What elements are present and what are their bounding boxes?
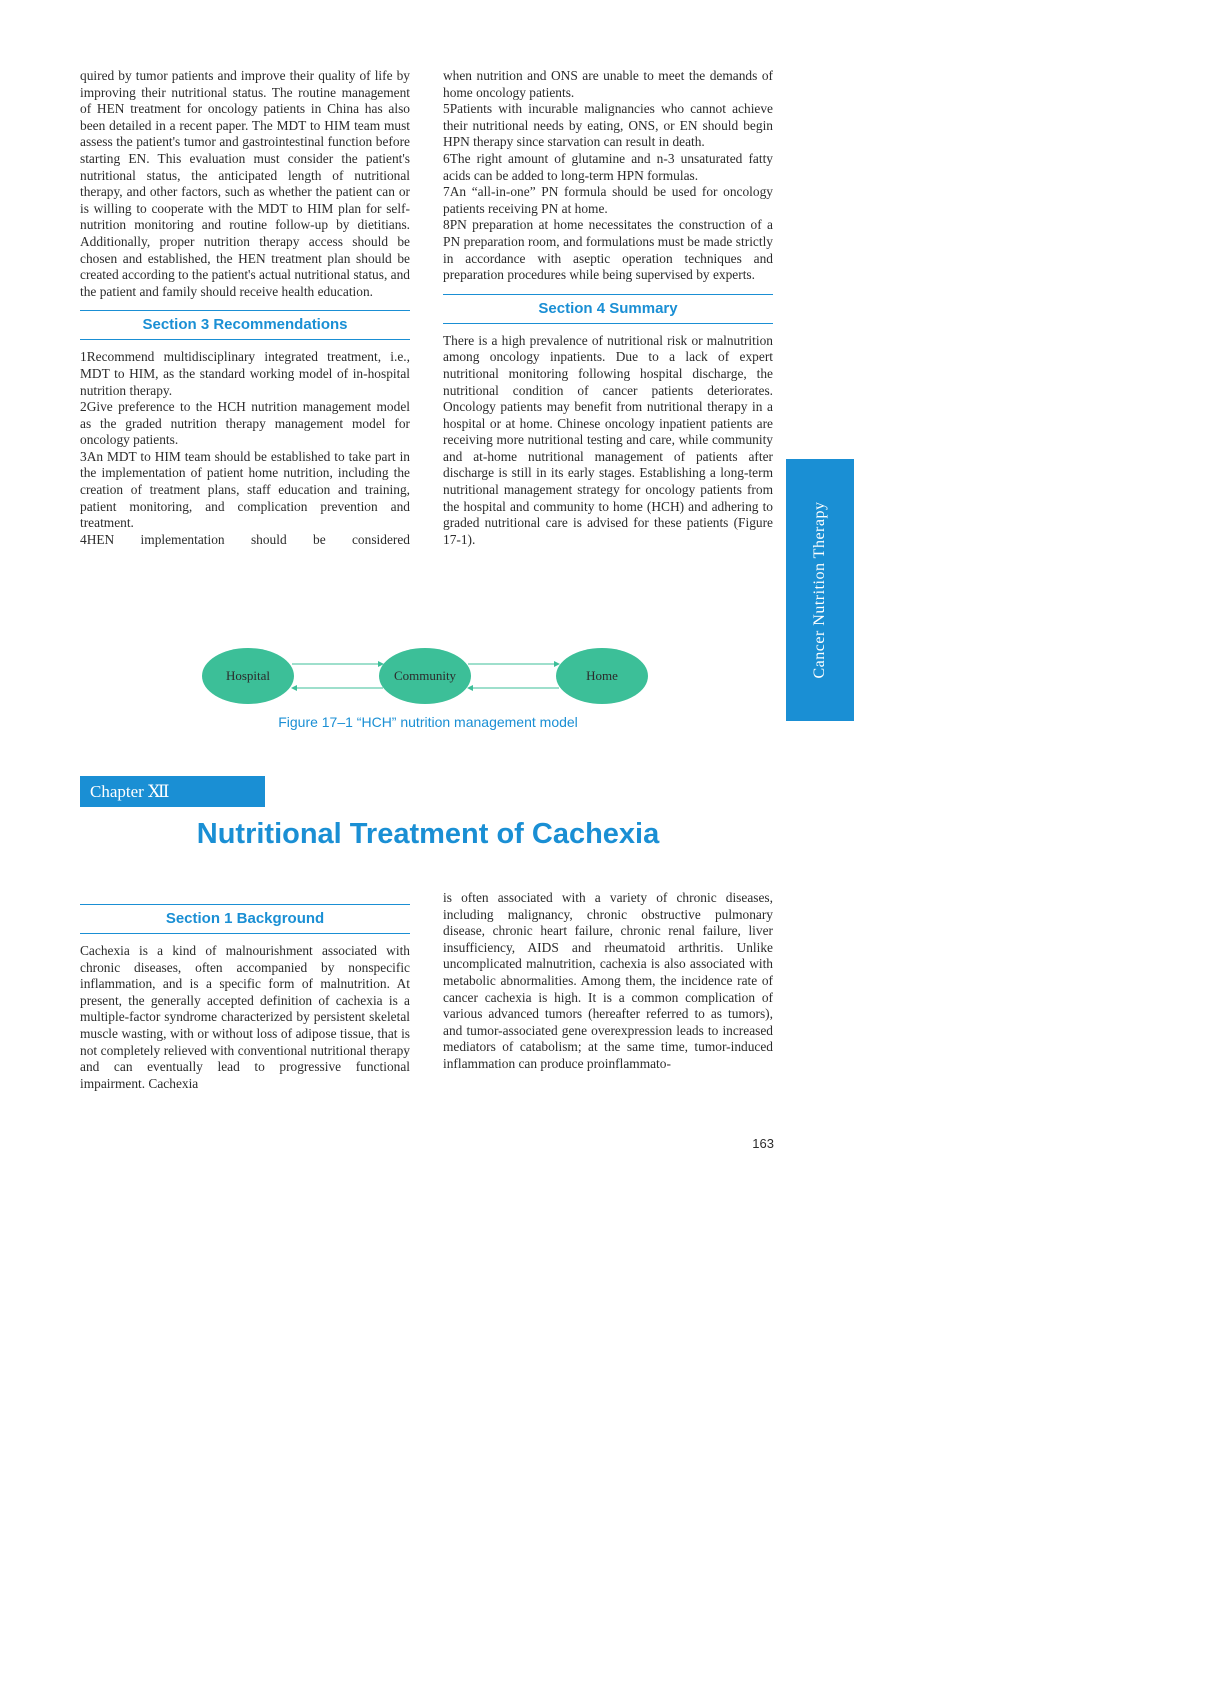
body-paragraph: quired by tumor patients and improve their quality of life by improving their nutritional status. The routine management of HEN treatment for oncology patients in China has also been detailed in a recent paper. The MDT to HIM team must assess the patient's tumor and gastrointestinal function before starting EN. This evaluation must consider the patient's nutritional status, the anticipated length of nutritional therapy, and other factors, such as whether the patient can or is willing to cooperate with the MDT to HIM plan for self-nutrition monitoring and routine follow-up by dietitians. Additionally, proper nutrition therapy access should be chosen and established, the HEN treatment plan should be created according to the patient's actual nutritional status, and the patient and family should receive health education.	[80, 68, 410, 299]
recommendation-item: 7An “all-in-one” PN formula should be used for oncology patients receiving PN at home.	[443, 184, 773, 216]
hch-flow-diagram	[200, 645, 660, 707]
recommendation-item: 6The right amount of glutamine and n-3 unsaturated fatty acids can be added to long-term HPN formulas.	[443, 150, 773, 183]
summary-paragraph: There is a high prevalence of nutritional risk or malnutrition among oncology inpatients. Due to a lack of expert nutritional monitoring following hospital discharge, the nutritional condition of cancer patients deteriorates. Oncology patients may benefit from nutritional therapy in a hospital or at home. Chinese oncology inpatient patients are receiving more nutritional testing and care, while community and at-home nutritional management of patients after discharge is still in its early stages. Establishing a long-term nutritional management strategy for oncology patients from the hospital and community to home (HCH) and adhering to graded nutritional care is advised for these patients (Figure 17-1).	[443, 332, 773, 547]
recommendation-item: 4HEN implementation should be considered	[80, 531, 410, 547]
side-tab-label: Cancer Nutrition Therapy	[811, 501, 828, 679]
page-number: 163	[752, 1136, 774, 1151]
chapter-label: Chapter Ⅻ	[80, 776, 265, 807]
bottom-right-column	[443, 890, 773, 1073]
figure-caption: Figure 17–1 “HCH” nutrition management model	[278, 714, 578, 730]
section-heading: Section 4 Summary	[443, 294, 773, 324]
top-right-column	[443, 68, 773, 548]
recommendation-item: 8PN preparation at home necessitates the construction of a PN preparation room, and formulations must be made strictly in accordance with aseptic operation techniques and preparation procedures while being supervised by experts.	[443, 217, 773, 283]
recommendation-item: 5Patients with incurable malignancies who cannot achieve their nutritional needs by eating, ONS, or EN should begin HPN therapy since starvation can result in death.	[443, 101, 773, 150]
recommendation-item: 2Give preference to the HCH nutrition management model as the graded nutrition therapy management model for oncology patients.	[80, 399, 410, 448]
node-label: Hospital	[225, 668, 271, 683]
section-heading: Section 1 Background	[80, 904, 410, 934]
recommendation-item: 1Recommend multidisciplinary integrated treatment, i.e., MDT to HIM, as the standard working model of in-hospital nutrition therapy.	[80, 349, 410, 398]
body-paragraph: is often associated with a variety of chronic diseases, including malignancy, chronic obstructive pulmonary disease, chronic heart failure, chronic renal failure, liver insufficiency, AIDS and rheumatoid arthritis. Unlike uncomplicated malnutrition, cachexia is also associated with metabolic abnormalities. Among them, the incidence rate of cancer cachexia is high. It is a common complication of various advanced tumors (hereafter referred to as tumors), and tumor-associated gene overexpression leads to increased mediators of catabolism; at the same time, tumor-induced inflammation can produce proinflammato-	[443, 890, 773, 1071]
top-left-column	[80, 68, 410, 548]
body-paragraph: Cachexia is a kind of malnourishment associated with chronic diseases, often accompanied by nonspecific inflammation, and is a specific form of malnutrition. At present, the generally accepted definition of cachexia is a multiple-factor syndrome characterized by persistent skeletal muscle wasting, with or without loss of adipose tissue, that is not completely relieved with conventional nutritional therapy and can eventually lead to progressive functional impairment. Cachexia	[80, 943, 410, 1091]
side-tab	[786, 459, 854, 721]
section-heading: Section 3 Recommendations	[80, 310, 410, 340]
node-label: Home	[586, 668, 618, 683]
chapter-title: Nutritional Treatment of Cachexia	[196, 818, 660, 850]
recommendation-item: 3An MDT to HIM team should be established to take part in the implementation of patient home nutrition, including the creation of treatment plans, staff education and training, patient monitoring, and complication prevention and treatment.	[80, 448, 410, 531]
node-label: Community	[393, 668, 457, 683]
bottom-left-column	[80, 896, 410, 1092]
recommendation-item: when nutrition and ONS are unable to meet the demands of home oncology patients.	[443, 68, 773, 100]
